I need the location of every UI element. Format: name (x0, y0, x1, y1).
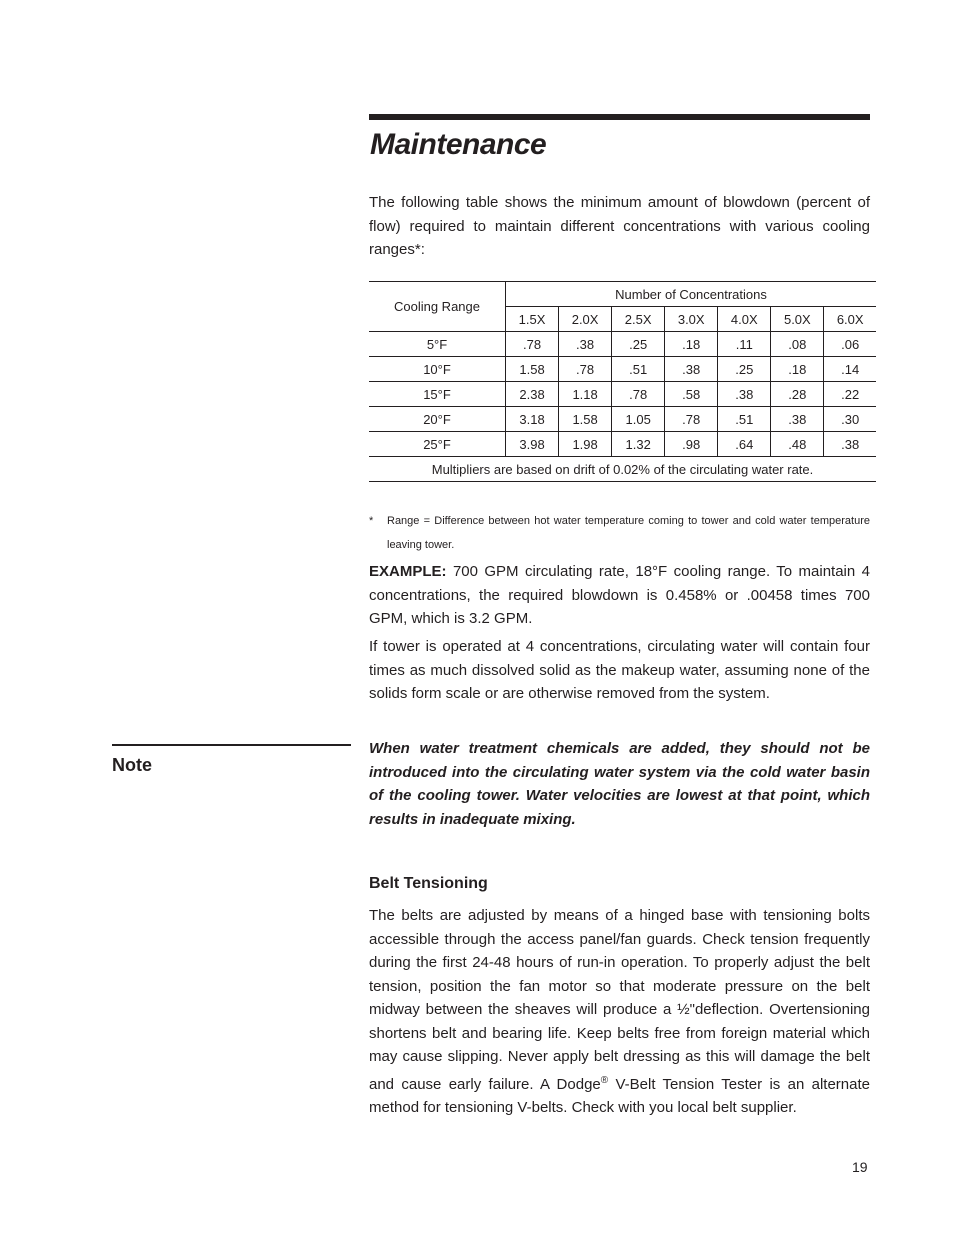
belt-text-part1: The belts are adjusted by means of a hinged base with tensioning bolts accessible through the access panel/fan guards. Check tension frequently during the first 24-48 hours of run-in operation. To properly adjust the belt tension, position the fan motor so that moderate pressure on the belt midway between the sheaves will produce a ½"deflection. Overtensioning shortens belt and bearing life. Keep belts free from foreign material which may cause slipping. Never apply belt dressing as this will damage the belt and cause early failure. A Dodge (369, 907, 870, 1093)
range-cell: 15°F (369, 382, 506, 407)
value-cell: .08 (771, 332, 824, 357)
belt-tensioning-heading: Belt Tensioning (369, 875, 488, 892)
value-cell: .51 (612, 357, 665, 382)
table-row (369, 432, 876, 457)
note-rule (112, 744, 351, 746)
value-cell: .22 (824, 382, 876, 407)
note-text: When water treatment chemicals are added, they should not be introduced into the circulating water system via the cold water basin of the cooling tower. Water velocities are lowest at that point, which results in inadequate mixing. (369, 740, 870, 828)
example-text: 700 GPM circulating rate, 18°F cooling range. To maintain 4 concentrations, the required blowdown is 0.458% or .00458 times 700 GPM, which is 3.2 GPM. (369, 563, 870, 627)
blowdown-table (369, 281, 876, 482)
title-rule (369, 114, 870, 120)
value-cell: .18 (665, 332, 718, 357)
value-cell: .78 (506, 332, 559, 357)
range-cell: 25°F (369, 432, 506, 457)
table-row (369, 407, 876, 432)
value-cell: .38 (718, 382, 771, 407)
page-number: 19 (852, 1159, 868, 1175)
value-cell: .18 (771, 357, 824, 382)
column-header: 6.0X (824, 307, 876, 332)
example-paragraph (369, 560, 870, 631)
value-cell: .25 (718, 357, 771, 382)
belt-tensioning-paragraph (369, 904, 870, 1120)
table-footer: Multipliers are based on drift of 0.02% of the circulating water rate. (369, 457, 876, 482)
concentration-paragraph: If tower is operated at 4 concentrations, circulating water will contain four times as much dissolved solid as the makeup water, assuming none of the solids form scale or are otherwise removed from the system. (369, 638, 870, 702)
column-header: 3.0X (665, 307, 718, 332)
value-cell: .98 (665, 432, 718, 457)
range-footnote (369, 509, 870, 557)
value-cell: .06 (824, 332, 876, 357)
table-row (369, 382, 876, 407)
footnote-text: Range = Difference between hot water temperature coming to tower and cold water temperature leaving tower. (387, 515, 870, 551)
belt-text-part2: V-Belt Tension Tester is an alternate method for tensioning V-belts. Check with you local belt supplier. (369, 1075, 870, 1116)
value-cell: .78 (665, 407, 718, 432)
value-cell: .51 (718, 407, 771, 432)
footnote-marker: * (369, 515, 374, 527)
column-header: 1.5X (506, 307, 559, 332)
column-header: 2.0X (559, 307, 612, 332)
value-cell: .38 (771, 407, 824, 432)
table-row (369, 357, 876, 382)
value-cell: 1.32 (612, 432, 665, 457)
example-label: EXAMPLE: (369, 563, 447, 580)
value-cell: 1.98 (559, 432, 612, 457)
value-cell: .78 (559, 357, 612, 382)
column-header: 5.0X (771, 307, 824, 332)
concentrations-header: Number of Concentrations (506, 282, 877, 307)
note-label: Note (112, 755, 152, 775)
value-cell: .58 (665, 382, 718, 407)
value-cell: .38 (824, 432, 876, 457)
value-cell: .64 (718, 432, 771, 457)
value-cell: .78 (612, 382, 665, 407)
value-cell: .30 (824, 407, 876, 432)
intro-paragraph: The following table shows the minimum amount of blowdown (percent of flow) required to maintain different concentrations with various cooling ranges*: (369, 194, 870, 258)
page-title: Maintenance (370, 128, 547, 161)
value-cell: 3.98 (506, 432, 559, 457)
value-cell: .48 (771, 432, 824, 457)
column-header: 2.5X (612, 307, 665, 332)
value-cell: .38 (665, 357, 718, 382)
cooling-range-header: Cooling Range (369, 282, 506, 332)
value-cell: .14 (824, 357, 876, 382)
value-cell: .38 (559, 332, 612, 357)
range-cell: 10°F (369, 357, 506, 382)
value-cell: 1.58 (559, 407, 612, 432)
value-cell: 1.18 (559, 382, 612, 407)
registered-mark: ® (600, 1074, 609, 1086)
table-row (369, 332, 876, 357)
value-cell: 3.18 (506, 407, 559, 432)
value-cell: 2.38 (506, 382, 559, 407)
range-cell: 20°F (369, 407, 506, 432)
value-cell: .11 (718, 332, 771, 357)
value-cell: .28 (771, 382, 824, 407)
column-header: 4.0X (718, 307, 771, 332)
value-cell: 1.05 (612, 407, 665, 432)
value-cell: .25 (612, 332, 665, 357)
value-cell: 1.58 (506, 357, 559, 382)
range-cell: 5°F (369, 332, 506, 357)
